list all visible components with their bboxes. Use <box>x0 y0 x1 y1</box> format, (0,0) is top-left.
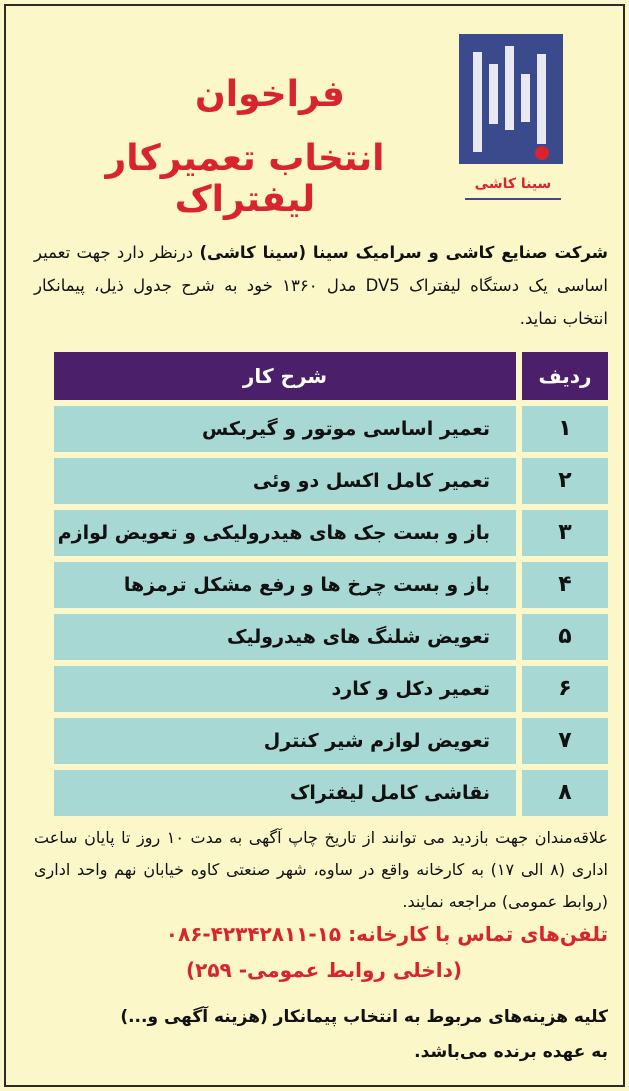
pr-extension: (داخلی روابط عمومی- ۲۵۹) <box>186 958 462 982</box>
row-description: تعمیر کامل اکسل دو وئی <box>54 458 516 504</box>
work-table <box>54 352 608 816</box>
row-description: تعمیر اساسی موتور و گیربکس <box>54 406 516 452</box>
intro-text: درنظر دارد جهت تعمیر اساسی یک دستگاه لیفتراک DV5 مدل ۱۳۶۰ خود به شرح جدول ذیل، پیمانکار انتخاب نماید. <box>34 243 608 328</box>
row-number: ۱ <box>522 406 608 452</box>
row-number: ۶ <box>522 666 608 712</box>
table-row <box>54 562 608 608</box>
table-row <box>54 770 608 816</box>
factory-phone: تلفن‌های تماس با کارخانه: ۱۵-۴۲۳۴۲۸۱۱-۰۸۶ <box>165 922 608 946</box>
header-description: شرح کار <box>54 352 516 400</box>
row-description: نقاشی کامل لیفتراک <box>54 770 516 816</box>
table-row <box>54 510 608 556</box>
table-row <box>54 718 608 764</box>
company-logo <box>453 30 573 200</box>
table-row <box>54 458 608 504</box>
row-number: ۲ <box>522 458 608 504</box>
cost-notice-line1: کلیه هزینه‌های مربوط به انتخاب پیمانکار (هزینه آگهی و...) <box>120 1007 608 1027</box>
table-row <box>54 406 608 452</box>
table-row <box>54 666 608 712</box>
cost-notice-line2: به عهده برنده می‌باشد. <box>414 1042 608 1062</box>
row-description: باز و بست جک های هیدرولیکی و تعویض لوازم <box>54 510 516 556</box>
logo-mark <box>459 34 563 164</box>
header-row-number: ردیف <box>522 352 608 400</box>
row-number: ۸ <box>522 770 608 816</box>
row-number: ۷ <box>522 718 608 764</box>
visit-instructions: علاقه‌مندان جهت بازدید می توانند از تاریخ چاپ آگهی به مدت ۱۰ روز تا پایان ساعت اداری (۸ الی ۱۷) به کارخانه واقع در ساوه، شهر صنعتی کاوه خیابان نهم واحد اداری (روابط عمومی) مراجعه نمایند. <box>34 828 609 911</box>
company-name: شرکت صنایع کاشی و سرامیک سینا (سینا کاشی) <box>199 243 608 262</box>
row-description: تعویض لوازم شیر کنترل <box>54 718 516 764</box>
logo-text: سینا کاشی <box>474 176 552 192</box>
intro-paragraph <box>34 236 608 335</box>
row-description: باز و بست چرخ ها و رفع مشکل ترمزها <box>54 562 516 608</box>
logo-underline <box>465 198 561 200</box>
table-header <box>54 352 608 400</box>
ad-subtitle: انتخاب تعمیرکار لیفتراک <box>105 138 385 220</box>
row-number: ۵ <box>522 614 608 660</box>
cost-notice <box>34 1000 608 1070</box>
row-description: تعمیر دکل و کارد <box>54 666 516 712</box>
row-description: تعویض شلنگ های هیدرولیک <box>54 614 516 660</box>
ad-title: فراخوان <box>195 74 345 115</box>
table-row <box>54 614 608 660</box>
row-number: ۳ <box>522 510 608 556</box>
row-number: ۴ <box>522 562 608 608</box>
